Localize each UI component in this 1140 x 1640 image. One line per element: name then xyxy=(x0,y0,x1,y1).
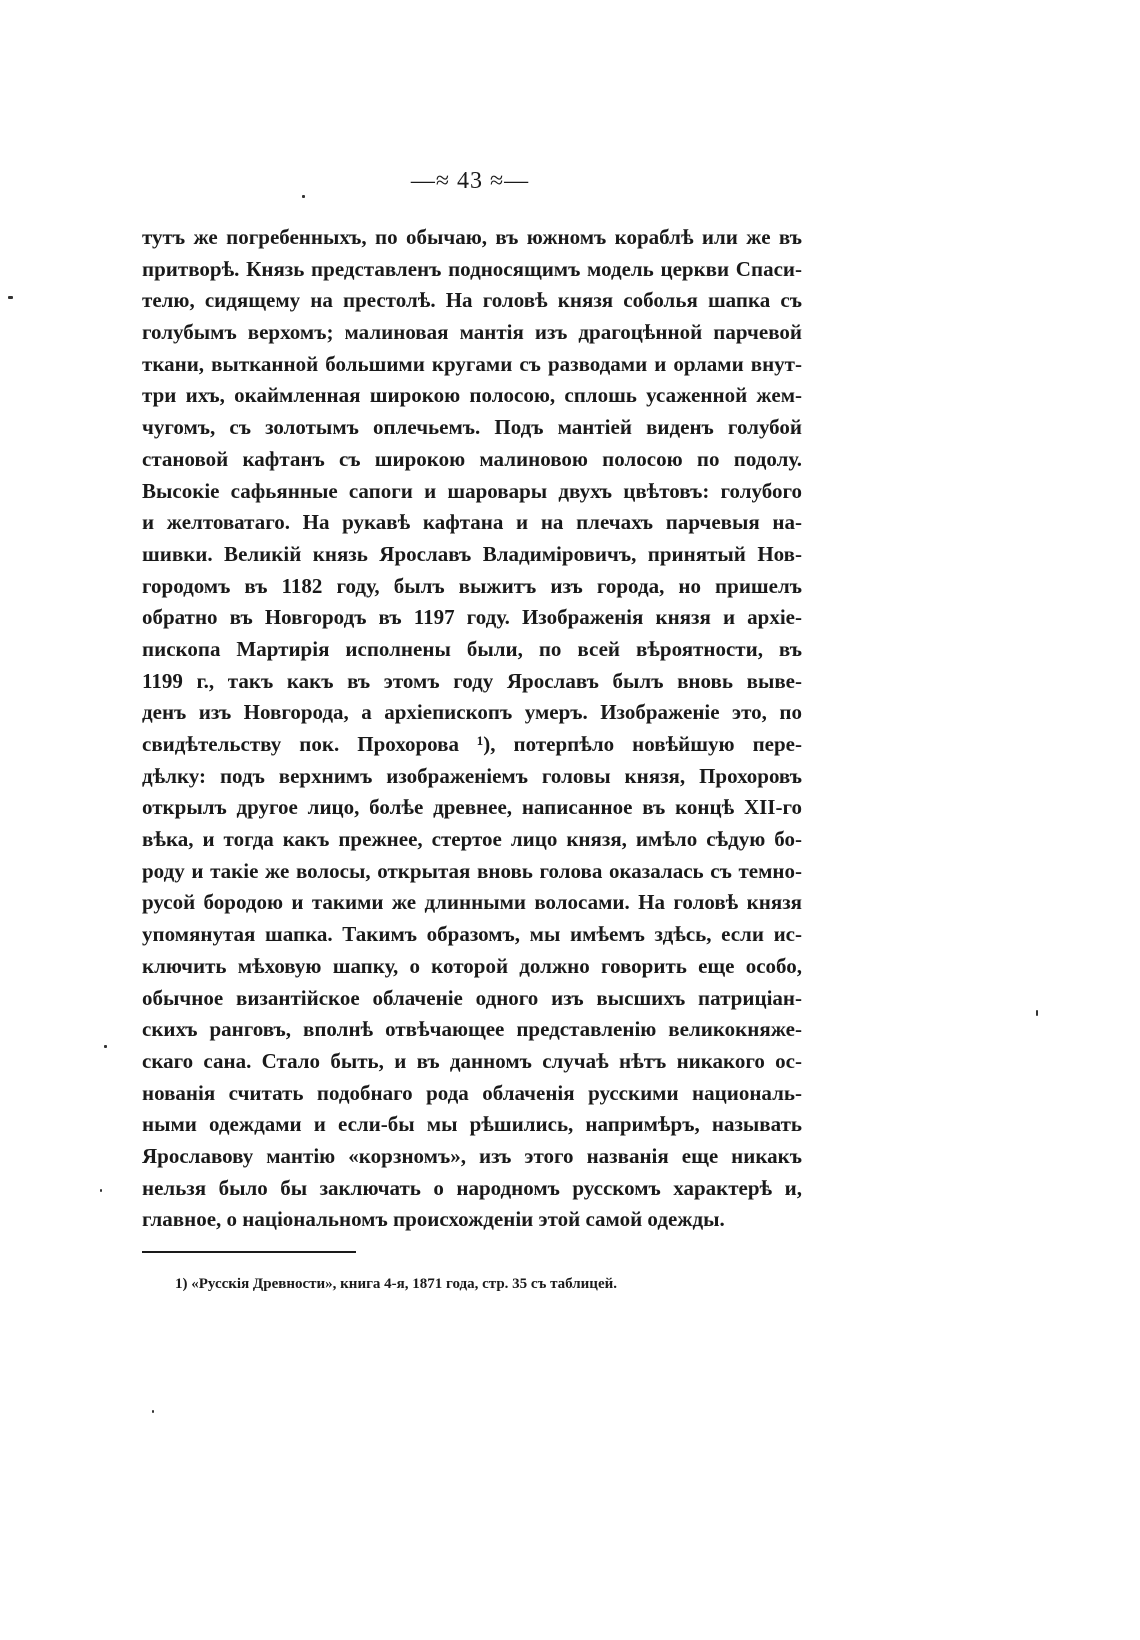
text-line: скихъ ранговъ, вполнѣ отвѣчающее представленію великокняже- xyxy=(142,1017,802,1042)
scan-speck xyxy=(100,1189,102,1192)
text-line: тутъ же погребенныхъ, по обычаю, въ южномъ кораблѣ или же въ xyxy=(142,225,802,249)
text-line: телю, сидящему на престолѣ. На головѣ князя соболья шапка съ xyxy=(142,288,802,313)
text-line: упомянутая шапка. Такимъ образомъ, мы имѣемъ здѣсь, если ис- xyxy=(142,922,802,947)
text-line: ткани, вытканной большими кругами съ разводами и орлами внут- xyxy=(142,351,802,376)
footnote: 1) «Русскія Древности», книга 4-я, 1871 года, стр. 35 съ таблицей. xyxy=(175,1276,617,1292)
scan-speck xyxy=(152,1410,154,1413)
text-line: чугомъ, съ золотымъ оплечьемъ. Подъ мантіей виденъ голубой xyxy=(142,415,802,440)
scan-speck xyxy=(8,296,13,299)
text-line: Высокіе сафьянные сапоги и шаровары двухъ цвѣтовъ: голубого xyxy=(142,478,802,503)
text-line: ключить мѣховую шапку, о которой должно говорить еще особо, xyxy=(142,953,802,978)
text-line: нованія считать подобнаго рода облаченія русскими националь- xyxy=(142,1080,802,1105)
text-line: три ихъ, окаймленная широкою полосою, сплошь усаженной жем- xyxy=(142,383,802,408)
text-line: ными одеждами и если-бы мы рѣшились, напримѣръ, называть xyxy=(142,1112,802,1137)
text-line: пископа Мартирія исполнены были, по всей вѣроятности, въ xyxy=(142,636,802,661)
text-line: становой кафтанъ съ широкою малиновою полосою по подолу. xyxy=(142,446,802,471)
text-line: шивки. Великій князь Ярославъ Владиміровичъ, принятый Нов- xyxy=(142,541,802,566)
text-line: русой бородою и такими же длинными волосами. На головѣ князя xyxy=(142,890,802,915)
text-line: открылъ другое лицо, болѣе древнее, написанное въ концѣ XII-го xyxy=(142,795,802,820)
text-line: притворѣ. Князь представленъ подносящимъ модель церкви Спаси- xyxy=(142,256,802,281)
text-line: скаго сана. Стало быть, и въ данномъ случаѣ нѣтъ никакого ос- xyxy=(142,1048,802,1073)
footnote-rule xyxy=(142,1251,356,1253)
text-line: нельзя было бы заключать о народномъ русскомъ характерѣ и, xyxy=(142,1175,802,1200)
text-line: и желтоватаго. На рукавѣ кафтана и на плечахъ парчевыя на- xyxy=(142,510,802,535)
text-line: обычное византійское облаченіе одного изъ высшихъ патриціан- xyxy=(142,985,802,1010)
text-line: главное, о національномъ происхожденіи этой самой одежды. xyxy=(142,1207,725,1232)
scan-speck xyxy=(302,195,305,198)
text-line: дѣлку: подъ верхнимъ изображеніемъ головы князя, Прохоровъ xyxy=(142,763,802,788)
text-line: вѣка, и тогда какъ прежнее, стертое лицо князя, имѣло сѣдую бо- xyxy=(142,827,802,852)
text-line: Ярославову мантію «корзномъ», изъ этого названія еще никакъ xyxy=(142,1143,802,1168)
text-line: городомъ въ 1182 году, былъ выжитъ изъ города, но пришелъ xyxy=(142,573,802,598)
scan-speck xyxy=(104,1045,107,1048)
text-line: денъ изъ Новгорода, а архіепископъ умеръ. Изображеніе это, по xyxy=(142,700,802,725)
page-number: —≈ 43 ≈— xyxy=(410,168,530,194)
text-line: 1199 г., такъ какъ въ этомъ году Ярославъ былъ вновь выве- xyxy=(142,668,802,693)
scan-speck xyxy=(1036,1010,1038,1016)
text-line: свидѣтельству пок. Прохорова ¹), потерпѣло новѣйшую пере- xyxy=(142,732,802,756)
text-line: обратно въ Новгородъ въ 1197 году. Изображенія князя и архіе- xyxy=(142,605,802,630)
body-text xyxy=(142,222,802,1236)
text-line: роду и такіе же волосы, открытая вновь голова оказалась съ темно- xyxy=(142,858,802,883)
text-line: голубымъ верхомъ; малиновая мантія изъ драгоцѣнной парчевой xyxy=(142,320,802,345)
